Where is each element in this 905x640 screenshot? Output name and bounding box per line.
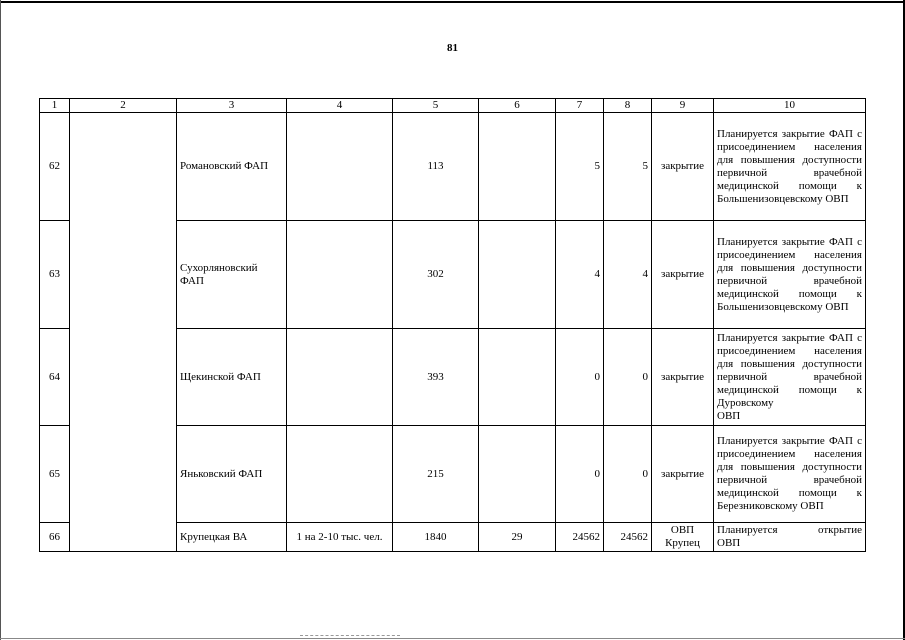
- norm-cell: [287, 329, 393, 426]
- distance-cell: [479, 113, 556, 221]
- action-cell: закрытие: [652, 426, 714, 523]
- norm-cell: [287, 221, 393, 329]
- column-header: 3: [177, 99, 287, 113]
- row-number: 63: [40, 221, 70, 329]
- row-number: 65: [40, 426, 70, 523]
- col7-value: 5: [556, 113, 604, 221]
- column-header: 8: [604, 99, 652, 113]
- facility-name: Крупецкая ВА: [177, 523, 287, 552]
- distance-cell: [479, 329, 556, 426]
- note-text-tail: Большенизовцевскому ОВП: [717, 300, 849, 313]
- facility-name: Щекинской ФАП: [177, 329, 287, 426]
- population-cell: 393: [393, 329, 479, 426]
- col7-value: 0: [556, 426, 604, 523]
- note-text: Планируется закрытие ФАП с присоединением населения для повышения доступности первичной врачебной медицинской помощи к: [717, 127, 862, 192]
- distance-cell: [479, 221, 556, 329]
- facility-name: Сухорляновский ФАП: [177, 221, 287, 329]
- note-cell: [714, 221, 866, 329]
- column-number-header-row: [40, 99, 866, 113]
- column-header: 9: [652, 99, 714, 113]
- row-number: 66: [40, 523, 70, 552]
- page-top-border: [0, 1, 905, 3]
- column-header: 2: [70, 99, 177, 113]
- distance-cell: 29: [479, 523, 556, 552]
- col7-value: 4: [556, 221, 604, 329]
- note-text-tail: ОВП: [717, 537, 741, 549]
- note-text: Планируется закрытие ФАП с присоединением населения для повышения доступности первичной врачебной медицинской помощи к: [717, 235, 862, 300]
- norm-cell: [287, 113, 393, 221]
- note-text-tail: Березниковскому ОВП: [717, 500, 824, 512]
- note-text: Планируется открытие: [717, 524, 862, 536]
- scan-artifact: [300, 635, 400, 637]
- col8-value: 0: [604, 426, 652, 523]
- column-header: 1: [40, 99, 70, 113]
- col8-value: 0: [604, 329, 652, 426]
- col8-value: 24562: [604, 523, 652, 552]
- page-left-border: [0, 0, 1, 640]
- action-cell: закрытие: [652, 113, 714, 221]
- page-bottom-border: [0, 638, 905, 639]
- norm-cell: 1 на 2-10 тыс. чел.: [287, 523, 393, 552]
- col8-value: 4: [604, 221, 652, 329]
- col7-value: 0: [556, 329, 604, 426]
- action-cell: ОВП Крупец: [652, 523, 714, 552]
- note-cell: [714, 329, 866, 426]
- population-cell: 113: [393, 113, 479, 221]
- note-text-tail: Большенизовцевскому ОВП: [717, 192, 849, 205]
- column-header: 7: [556, 99, 604, 113]
- col8-value: 5: [604, 113, 652, 221]
- facility-name: Яньковский ФАП: [177, 426, 287, 523]
- column-header: 6: [479, 99, 556, 113]
- column-header: 5: [393, 99, 479, 113]
- note-text: Планируется закрытие ФАП с присоединением населения для повышения доступности первичной врачебной медицинской помощи к: [717, 435, 862, 499]
- facility-name: Романовский ФАП: [177, 113, 287, 221]
- note-cell: [714, 523, 866, 552]
- row-number: 62: [40, 113, 70, 221]
- action-cell: закрытие: [652, 329, 714, 426]
- note-cell: [714, 113, 866, 221]
- column-header: 10: [714, 99, 866, 113]
- note-text-tail: ОВП: [717, 409, 741, 422]
- facility-plan-table: [39, 98, 866, 552]
- norm-cell: [287, 426, 393, 523]
- table-row: [40, 113, 866, 221]
- population-cell: 302: [393, 221, 479, 329]
- action-cell: закрытие: [652, 221, 714, 329]
- organization-cell: [70, 113, 177, 552]
- note-cell: [714, 426, 866, 523]
- population-cell: 215: [393, 426, 479, 523]
- note-text: Планируется закрытие ФАП с присоединением населения для повышения доступности первичной врачебной медицинской помощи к Дуровскому: [717, 331, 862, 409]
- population-cell: 1840: [393, 523, 479, 552]
- col7-value: 24562: [556, 523, 604, 552]
- page-number: 81: [447, 42, 458, 54]
- distance-cell: [479, 426, 556, 523]
- row-number: 64: [40, 329, 70, 426]
- column-header: 4: [287, 99, 393, 113]
